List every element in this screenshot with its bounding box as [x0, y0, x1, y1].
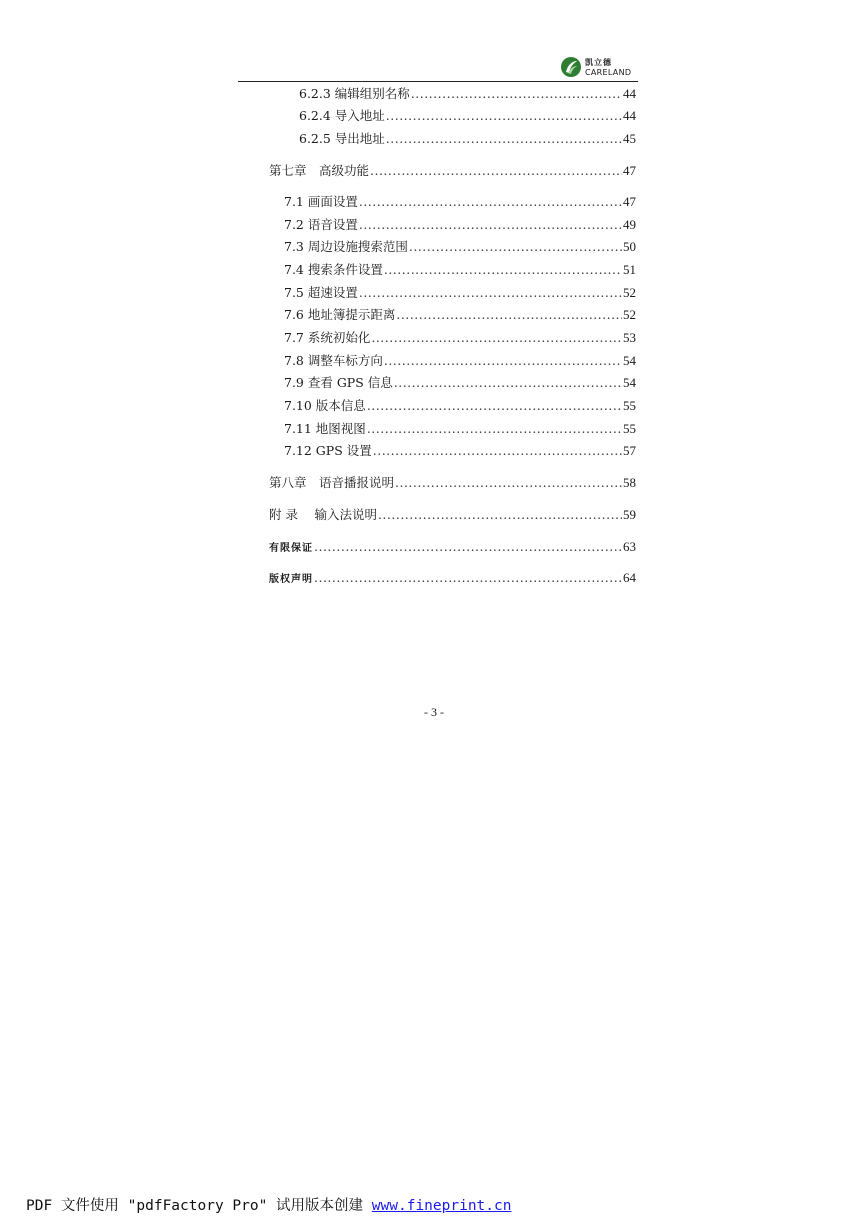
toc-entry-page: 51 — [623, 262, 636, 277]
toc-entry-label: 第八章 语音播报说明 — [269, 475, 395, 490]
toc-entry-label: 6.2.4 导入地址 — [299, 108, 385, 123]
toc-entry-label: 7.10 版本信息 — [284, 398, 366, 413]
toc-leader-dots — [359, 284, 622, 302]
toc-chapter-entry[interactable] — [269, 474, 636, 492]
toc-entry[interactable] — [284, 374, 636, 392]
toc-leader-dots — [367, 420, 622, 438]
toc-entry[interactable] — [284, 442, 636, 460]
toc-entry-page: 54 — [623, 375, 636, 390]
header-divider — [238, 81, 638, 82]
toc-leader-dots — [314, 538, 622, 556]
toc-leader-dots — [370, 162, 622, 180]
footer-link[interactable]: www.fineprint.cn — [371, 1198, 512, 1214]
toc-entry-label: 第七章 高级功能 — [269, 163, 370, 178]
toc-leader-dots — [367, 397, 622, 415]
page-number: - 3 - — [424, 705, 444, 719]
toc-leader-dots — [384, 261, 622, 279]
toc-chapter-entry[interactable] — [269, 506, 636, 524]
toc-entry-label: 7.8 调整车标方向 — [284, 353, 383, 368]
toc-leader-dots — [411, 85, 622, 103]
toc-entry-page: 63 — [623, 539, 636, 554]
toc-leader-dots — [395, 474, 622, 492]
toc-entry-label: 7.4 搜索条件设置 — [284, 262, 383, 277]
toc-entry-page: 44 — [623, 108, 636, 123]
toc-entry-page: 44 — [623, 86, 636, 101]
careland-logo-icon — [560, 56, 582, 78]
toc-leader-dots — [386, 107, 622, 125]
toc-entry-label: 7.1 画面设置 — [284, 194, 358, 209]
toc-entry-label: 6.2.5 导出地址 — [299, 131, 385, 146]
toc-leader-dots — [359, 216, 622, 234]
toc-leader-dots — [396, 306, 622, 324]
toc-entry[interactable] — [284, 329, 636, 347]
toc-entry[interactable] — [284, 216, 636, 234]
toc-entry-page: 55 — [623, 421, 636, 436]
toc-entry[interactable] — [284, 261, 636, 279]
toc-entry-page: 53 — [623, 330, 636, 345]
toc-entry[interactable] — [299, 107, 636, 125]
toc-chapter-entry[interactable] — [269, 538, 636, 558]
toc-entry[interactable] — [284, 420, 636, 438]
toc-leader-dots — [373, 442, 622, 460]
logo-name-cn: 凯立德 — [585, 58, 612, 67]
toc-leader-dots — [394, 374, 622, 392]
toc-leader-dots — [378, 506, 622, 524]
toc-leader-dots — [386, 130, 622, 148]
toc-entry-label: 附 录 输入法说明 — [269, 507, 377, 522]
toc-entry[interactable] — [284, 284, 636, 302]
toc-entry-page: 55 — [623, 398, 636, 413]
toc-entry[interactable] — [284, 397, 636, 415]
footer-text: PDF 文件使用 "pdfFactory Pro" 试用版本创建 — [26, 1198, 372, 1214]
toc-entry-page: 52 — [623, 307, 636, 322]
toc-entry-label: 7.9 查看 GPS 信息 — [284, 375, 393, 390]
toc-leader-dots — [314, 569, 622, 587]
toc-entry-page: 52 — [623, 285, 636, 300]
toc-entry[interactable] — [284, 238, 636, 256]
toc-entry-page: 49 — [623, 217, 636, 232]
toc-entry-label: 版权声明 — [269, 574, 313, 585]
toc-entry[interactable] — [284, 352, 636, 370]
toc-entry-page: 54 — [623, 353, 636, 368]
toc-entry-page: 47 — [623, 163, 636, 178]
toc-entry-label: 有限保证 — [269, 543, 313, 554]
toc-leader-dots — [359, 193, 622, 211]
careland-logo — [560, 56, 640, 82]
toc-entry-page: 58 — [623, 475, 636, 490]
toc-leader-dots — [371, 329, 622, 347]
toc-entry-page: 57 — [623, 443, 636, 458]
toc-entry-label: 7.11 地图视图 — [284, 421, 366, 436]
toc-entry-label: 7.3 周边设施搜索范围 — [284, 239, 408, 254]
toc-entry-label: 7.6 地址簿提示距离 — [284, 307, 396, 322]
toc-entry-page: 47 — [623, 194, 636, 209]
toc-entry[interactable] — [284, 193, 636, 211]
logo-name-en: CARELAND — [585, 68, 632, 77]
toc-entry[interactable] — [299, 130, 636, 148]
toc-entry-label: 6.2.3 编辑组别名称 — [299, 86, 410, 101]
toc-chapter-entry[interactable] — [269, 162, 636, 180]
toc-entry-page: 64 — [623, 570, 636, 585]
toc-chapter-entry[interactable] — [269, 569, 636, 589]
toc-leader-dots — [409, 238, 622, 256]
toc-entry-page: 50 — [623, 239, 636, 254]
toc-entry[interactable] — [299, 85, 636, 103]
toc-entry-label: 7.2 语音设置 — [284, 217, 358, 232]
toc-entry[interactable] — [284, 306, 636, 324]
toc-entry-label: 7.7 系统初始化 — [284, 330, 371, 345]
toc-leader-dots — [384, 352, 622, 370]
toc-entry-label: 7.5 超速设置 — [284, 285, 358, 300]
pdf-footer — [26, 1194, 511, 1215]
toc-entry-page: 45 — [623, 131, 636, 146]
toc-entry-page: 59 — [623, 507, 636, 522]
toc-entry-label: 7.12 GPS 设置 — [284, 443, 372, 458]
